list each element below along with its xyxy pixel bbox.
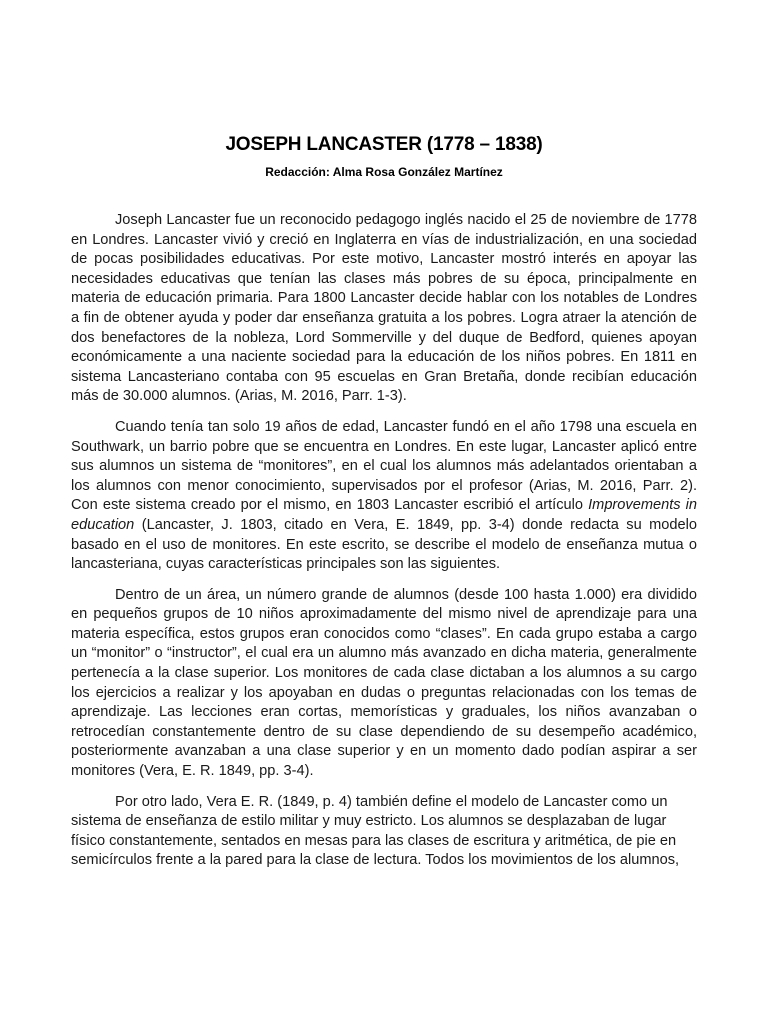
document-title: JOSEPH LANCASTER (1778 – 1838): [225, 134, 543, 155]
document-subtitle: Redacción: Alma Rosa González Martínez: [265, 165, 503, 179]
paragraph-1: Joseph Lancaster fue un reconocido pedagogo inglés nacido el 25 de noviembre de 1778 en Londres. Lancaster vivió y creció en Inglaterra en vías de industrialización, en una sociedad de pocas posibilidades educativas. Por este motivo, Lancaster mostró interés en apoyar las necesidades educativas que tenían las clases más pobres de su época, principalmente en materia de educación primaria. Para 1800 Lancaster decide hablar con los notables de Londres a fin de obtener ayuda y poder dar enseñanza gratuita a los pobres. Logra atraer la atención de dos benefactores de la nobleza, Lord Sommerville y del duque de Bedford, quienes apoyan económicamente a una naciente sociedad para la educación de los niños pobres. En 1811 en sistema Lancasteriano contaba con 95 escuelas en Gran Bretaña, donde recibían educación más de 30.000 alumnos. (Arias, M. 2016, Parr. 1-3).: [71, 212, 697, 405]
paragraph-2-text-before: Cuando tenía tan solo 19 años de edad, Lancaster fundó en el año 1798 una escuela en Southwark, un barrio pobre que se encuentra en Londres. En este lugar, Lancaster aplicó entre sus alumnos un sistema de “monitores”, en el cual los alumnos más adelantados orientaban a los alumnos con menor conocimiento, supervisados por el profesor (Arias, M. 2016, Parr. 2). Con este sistema creado por el mismo, en 1803 Lancaster escribió el artículo: [71, 418, 697, 514]
article-title-italic: Improvements in education: [71, 497, 698, 533]
paragraph-4: Por otro lado, Vera E. R. (1849, p. 4) también define el modelo de Lancaster como un sistema de enseñanza de estilo militar y muy estricto. Los alumnos se desplazaban de lugar físico constantemente, sentados en mesas para las clases de escritura y aritmética, de pie en semicírculos frente a la pared para la clase de lectura. Todos los movimientos de los alumnos,: [71, 793, 680, 869]
paragraph-3: Dentro de un área, un número grande de alumnos (desde 100 hasta 1.000) era dividido en pequeños grupos de 10 niños aproximadamente del mismo nivel de aprendizaje para una materia específica, estos grupos eran conocidos como “clases”. En cada grupo estaba a cargo un “monitor” o “instructor”, el cual era un alumno más avanzado en dicha materia, generalmente pertenecía a la clase superior. Los monitores de cada clase dictaban a los alumnos a su cargo los ejercicios a realizar y los apoyaban en dudas o preguntas relacionadas con los temas de aprendizaje. Las lecciones eran cortas, memorísticas y graduales, los niños avanzaban o retrocedían constantemente dentro de su clase dependiendo de su desempeño académico, posteriormente avanzaban a una clase superior y en un momento dado podían aspirar a ser monitores (Vera, E. R. 1849, pp. 3-4).: [71, 586, 697, 780]
paragraph-2: [71, 418, 697, 575]
paragraph-2-text-after: (Lancaster, J. 1803, citado en Vera, E. 1849, pp. 3-4) donde redacta su modelo basado en el uso de monitores. En este escrito, se describe el modelo de enseñanza mutua o lancasteriana, cuyas características principales son las siguientes.: [71, 516, 697, 573]
document-body: [71, 211, 697, 882]
